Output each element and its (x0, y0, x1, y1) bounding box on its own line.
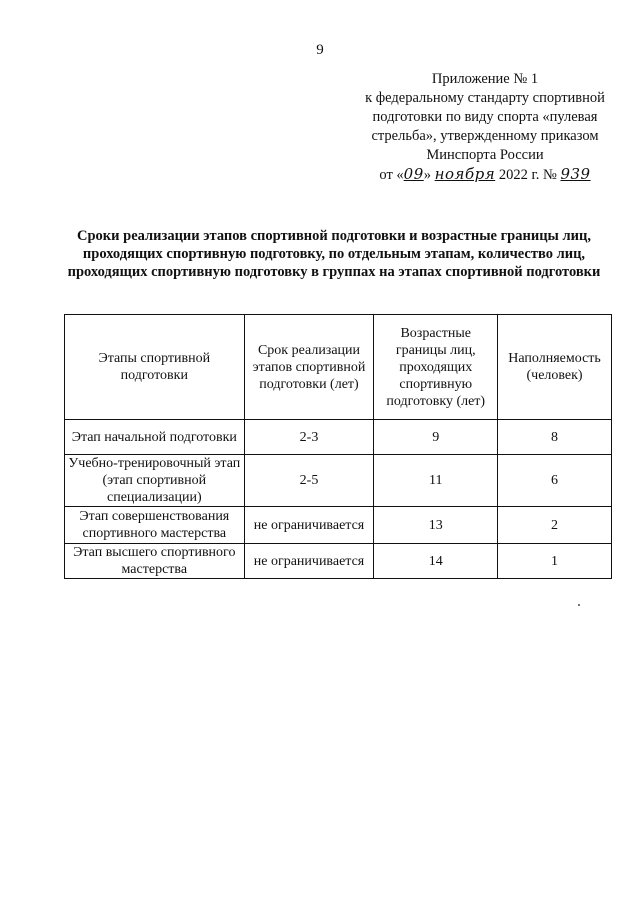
appendix-line: стрельба», утвержденному приказом (371, 128, 599, 144)
column-header: Срок реализации этапов спортивной подготовки (лет) (244, 315, 374, 420)
table-cell: Этап высшего спортивного мастерства (65, 544, 245, 579)
table-cell: Этап начальной подготовки (65, 420, 245, 455)
table-cell: не ограничивается (244, 507, 374, 544)
table-header-row (65, 315, 612, 420)
column-header: Возрастные границы лиц, проходящих спортивную подготовку (лет) (374, 315, 498, 420)
table-cell: 8 (498, 420, 612, 455)
column-header: Наполняемость (человек) (498, 315, 612, 420)
column-header: Этапы спортивной подготовки (65, 315, 245, 420)
date-year: 2022 г. № (498, 167, 557, 183)
table-cell: 2 (498, 507, 612, 544)
table-cell: 13 (374, 507, 498, 544)
table-cell: 2-3 (244, 420, 374, 455)
appendix-line: Приложение № 1 (431, 71, 539, 87)
table-cell: 1 (498, 544, 612, 579)
handwritten-month: ноября (434, 165, 496, 183)
table-cell: Этап совершенствования спортивного мастерства (65, 507, 245, 544)
handwritten-order-number: 939 (560, 165, 591, 183)
date-prefix: от « (379, 167, 404, 183)
table-cell: 14 (374, 544, 498, 579)
order-date-line (340, 165, 630, 185)
table-row (65, 420, 612, 455)
table-cell: 11 (374, 455, 498, 507)
table-cell: Учебно-тренировочный этап (этап спортивной специализации) (65, 455, 245, 507)
appendix-line: Минспорта России (426, 147, 544, 163)
table-cell: 2-5 (244, 455, 374, 507)
page-number: 9 (316, 42, 324, 58)
stages-table (64, 314, 612, 579)
scan-speck (578, 604, 580, 606)
table-row (65, 544, 612, 579)
handwritten-day: 09 (403, 165, 424, 183)
table-cell: не ограничивается (244, 544, 374, 579)
table-cell: 6 (498, 455, 612, 507)
table-cell: 9 (374, 420, 498, 455)
appendix-block (340, 70, 630, 185)
appendix-line: подготовки по виду спорта «пулевая (372, 109, 598, 125)
table-row (65, 455, 612, 507)
document-title: Сроки реализации этапов спортивной подготовки и возрастные границы лиц, проходящих спортивную подготовку, по отдельным этапам, количество лиц, проходящих спортивную подготовку в группах на этапах спортивной подготовки (67, 228, 601, 280)
date-mid: » (423, 167, 432, 183)
appendix-line: к федеральному стандарту спортивной (365, 90, 605, 106)
table-row (65, 507, 612, 544)
